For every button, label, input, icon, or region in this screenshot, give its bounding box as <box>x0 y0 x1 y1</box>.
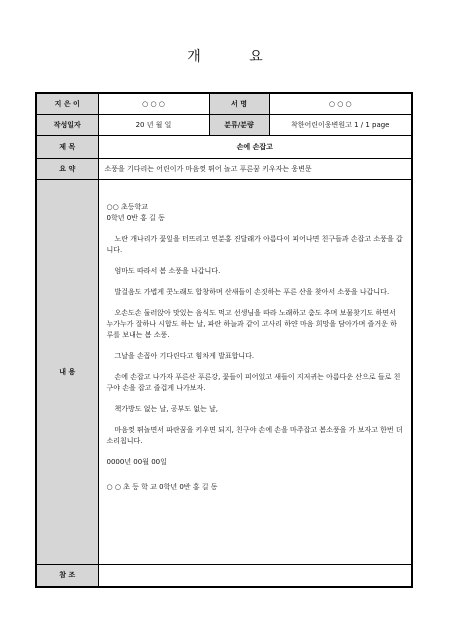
content-paragraph: 노란 개나리가 꽃잎을 터뜨리고 연분홍 진달래가 아름다이 피어나면 친구들과 손잡고 소풍을 갑니다. <box>106 234 403 254</box>
reference-row <box>36 564 412 587</box>
summary-row <box>36 158 412 179</box>
content-date: 0000년 00월 00일 <box>106 457 167 466</box>
content-paragraph: 엄마도 따라서 봄 소풍을 나갑니다. <box>114 266 221 275</box>
content-row <box>36 179 412 564</box>
content-school: ○○ 초등학교 <box>106 202 148 211</box>
author-row <box>36 93 412 114</box>
date-value: 20 년 월 일 <box>98 114 209 135</box>
reference-label: 참 조 <box>36 564 98 587</box>
content-paragraph: 발걸음도 가볍게 콧노래도 합창하며 산새들이 손짓하는 푸른 산을 찾아서 소풍을 나갑니다. <box>114 287 390 296</box>
content-label: 내 용 <box>36 179 98 564</box>
reference-value <box>98 564 412 587</box>
date-row <box>36 114 412 135</box>
category-value: 착한어린이웅변원고 1 / 1 page <box>269 114 412 135</box>
summary-label: 요 약 <box>36 158 98 179</box>
overview-form-table <box>35 92 413 588</box>
author-value: ○ ○ ○ <box>98 93 209 114</box>
content-body <box>98 179 412 564</box>
signature-label: 서 명 <box>209 93 269 114</box>
signature-value: ○ ○ ○ <box>269 93 412 114</box>
category-label: 분류/분량 <box>209 114 269 135</box>
document-title: 개 요 <box>187 49 285 65</box>
subject-value: 손에 손잡고 <box>98 135 412 158</box>
content-paragraph: 책가방도 없는 날, 공부도 없는 날, <box>114 404 218 413</box>
content-paragraph: 오손도손 둘러앉아 맛있는 음식도 먹고 선생님을 따라 노래하고 춤도 추며 보물찾기도 하면서 누가누가 잘하나 시합도 하는 날, 파란 하늘과 같이 고사리 하얀 마음 희망을 담아가며 즐거운 하루를 보내는 봄 소풍. <box>106 308 397 339</box>
content-author-name: 0학년 0반 홍 길 동 <box>106 213 165 222</box>
author-label: 지 은 이 <box>36 93 98 114</box>
content-paragraph: 손에 손잡고 나가자 푸른산 푸른강, 꽃들이 피어있고 새들이 지저귀는 아름다운 산으로 들로 친구야 손을 잡고 즐겁게 나가보자. <box>106 372 401 392</box>
subject-row <box>36 135 412 158</box>
content-paragraph: 마음껏 뛰놀면서 파란꿈을 키우면 되지, 친구야 손에 손을 마주잡고 봄소풍을 가 보자고 한번 더 소리칩니다. <box>106 425 403 445</box>
subject-label: 제 목 <box>36 135 98 158</box>
date-label: 작성일자 <box>36 114 98 135</box>
content-paragraph: 그날을 손꼽아 기다린다고 힘차게 발표합니다. <box>114 351 255 360</box>
content-signature: ○ ○ 초 등 학 교 0학년 0반 홍 길 동 <box>106 482 218 491</box>
summary-value: 소풍을 기다리는 어린이가 마음껏 뛰어 놀고 푸른꿈 키우자는 웅변문 <box>98 158 412 179</box>
